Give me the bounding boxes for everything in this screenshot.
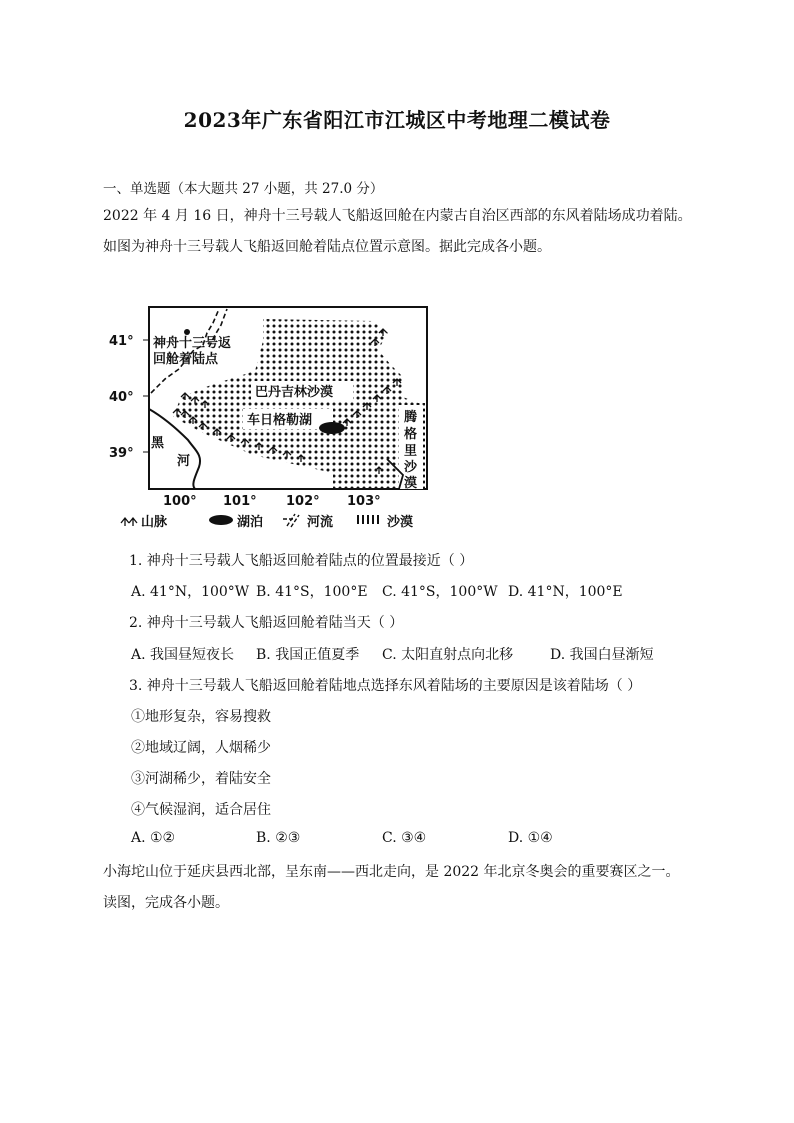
q3-option-a: A. ①② (131, 830, 176, 846)
q2-option-c: C. 太阳直射点向北移 (382, 647, 514, 663)
lat-label-41: 41° (109, 334, 134, 349)
landing-label-line2: 回舱着陆点 (153, 352, 219, 367)
section-heading: 一、单选题（本大题共 27 小题，共 27.0 分） (103, 181, 384, 197)
q1-option-c: C. 41°S，100°W (382, 584, 498, 600)
legend-river-label: 河流 (307, 515, 334, 530)
lon-label-100: 100° (163, 494, 197, 509)
landing-point-marker (184, 329, 190, 335)
intro-paragraph-2: 小海坨山位于延庆县西北部，呈东南——西北走向，是 2022 年北京冬奥会的重要赛区之一。读图，完成各小题。 (103, 864, 680, 911)
question-2-stem: 2. 神舟十三号载人飞船返回舱着陆当天（ ） (129, 615, 404, 631)
q2-option-b: B. 我国正值夏季 (256, 647, 360, 663)
q1-option-b: B. 41°S，100°E (256, 584, 368, 600)
page-title: 2023年广东省阳江市江城区中考地理二模试卷 (183, 108, 611, 132)
legend-desert-label: 沙漠 (387, 515, 414, 530)
q1-option-d: D. 41°N，100°E (508, 584, 623, 600)
q3-item-3: ③河湖稀少，着陆安全 (131, 771, 271, 787)
q2-option-a: A. 我国昼短夜长 (131, 647, 235, 663)
legend-lake-icon (209, 515, 233, 525)
tengger-label-2: 格 (404, 427, 418, 442)
legend-lake-label: 湖泊 (237, 515, 264, 530)
legend-river-icon (283, 514, 299, 527)
lake-name-label: 车日格勒湖 (247, 413, 313, 428)
map-legend (121, 514, 413, 530)
lat-label-39: 39° (109, 446, 134, 461)
river-label-2: 河 (177, 454, 191, 469)
landing-site-map (103, 305, 451, 530)
badain-jaran-label: 巴丹吉林沙漠 (255, 385, 334, 400)
question-1-stem: 1. 神舟十三号载人飞船返回舱着陆点的位置最接近（ ） (129, 553, 474, 569)
lon-label-103: 103° (347, 494, 381, 509)
tengger-label-4: 沙 (404, 460, 418, 475)
tengger-label-3: 里 (404, 444, 418, 459)
lon-label-102: 102° (286, 494, 320, 509)
q3-option-b: B. ②③ (256, 830, 301, 846)
q3-item-1: ①地形复杂，容易搜救 (131, 709, 271, 725)
tengger-label-1: 腾 (404, 410, 418, 425)
lat-label-40: 40° (109, 390, 134, 405)
q1-option-a: A. 41°N，100°W (131, 584, 250, 600)
tengger-label-5: 漠 (404, 476, 418, 491)
q3-item-4: ④气候湿润，适合居住 (131, 802, 271, 818)
legend-mountain-label: 山脉 (141, 515, 168, 530)
q3-option-d: D. ①④ (508, 830, 553, 846)
legend-desert-icon (357, 515, 379, 524)
q2-option-d: D. 我国白昼渐短 (550, 647, 654, 663)
landing-label-line1: 神舟十三号返 (153, 336, 232, 351)
q3-item-2: ②地域辽阔，人烟稀少 (131, 740, 271, 756)
lake-shape (319, 422, 345, 434)
question-3-stem: 3. 神舟十三号载人飞船返回舱着陆地点选择东风着陆场的主要原因是该着陆场（ ） (129, 678, 642, 694)
intro-paragraph-1: 2022 年 4 月 16 日，神舟十三号载人飞船返回舱在内蒙古自治区西部的东风着陆场成功着陆。如图为神舟十三号载人飞船返回舱着陆点位置示意图。据此完成各小题。 (103, 208, 692, 255)
map-figure (103, 305, 451, 530)
legend-mountain-icon (121, 518, 137, 526)
river-label-1: 黑 (151, 436, 165, 451)
q3-option-c: C. ③④ (382, 830, 427, 846)
lon-label-101: 101° (223, 494, 257, 509)
